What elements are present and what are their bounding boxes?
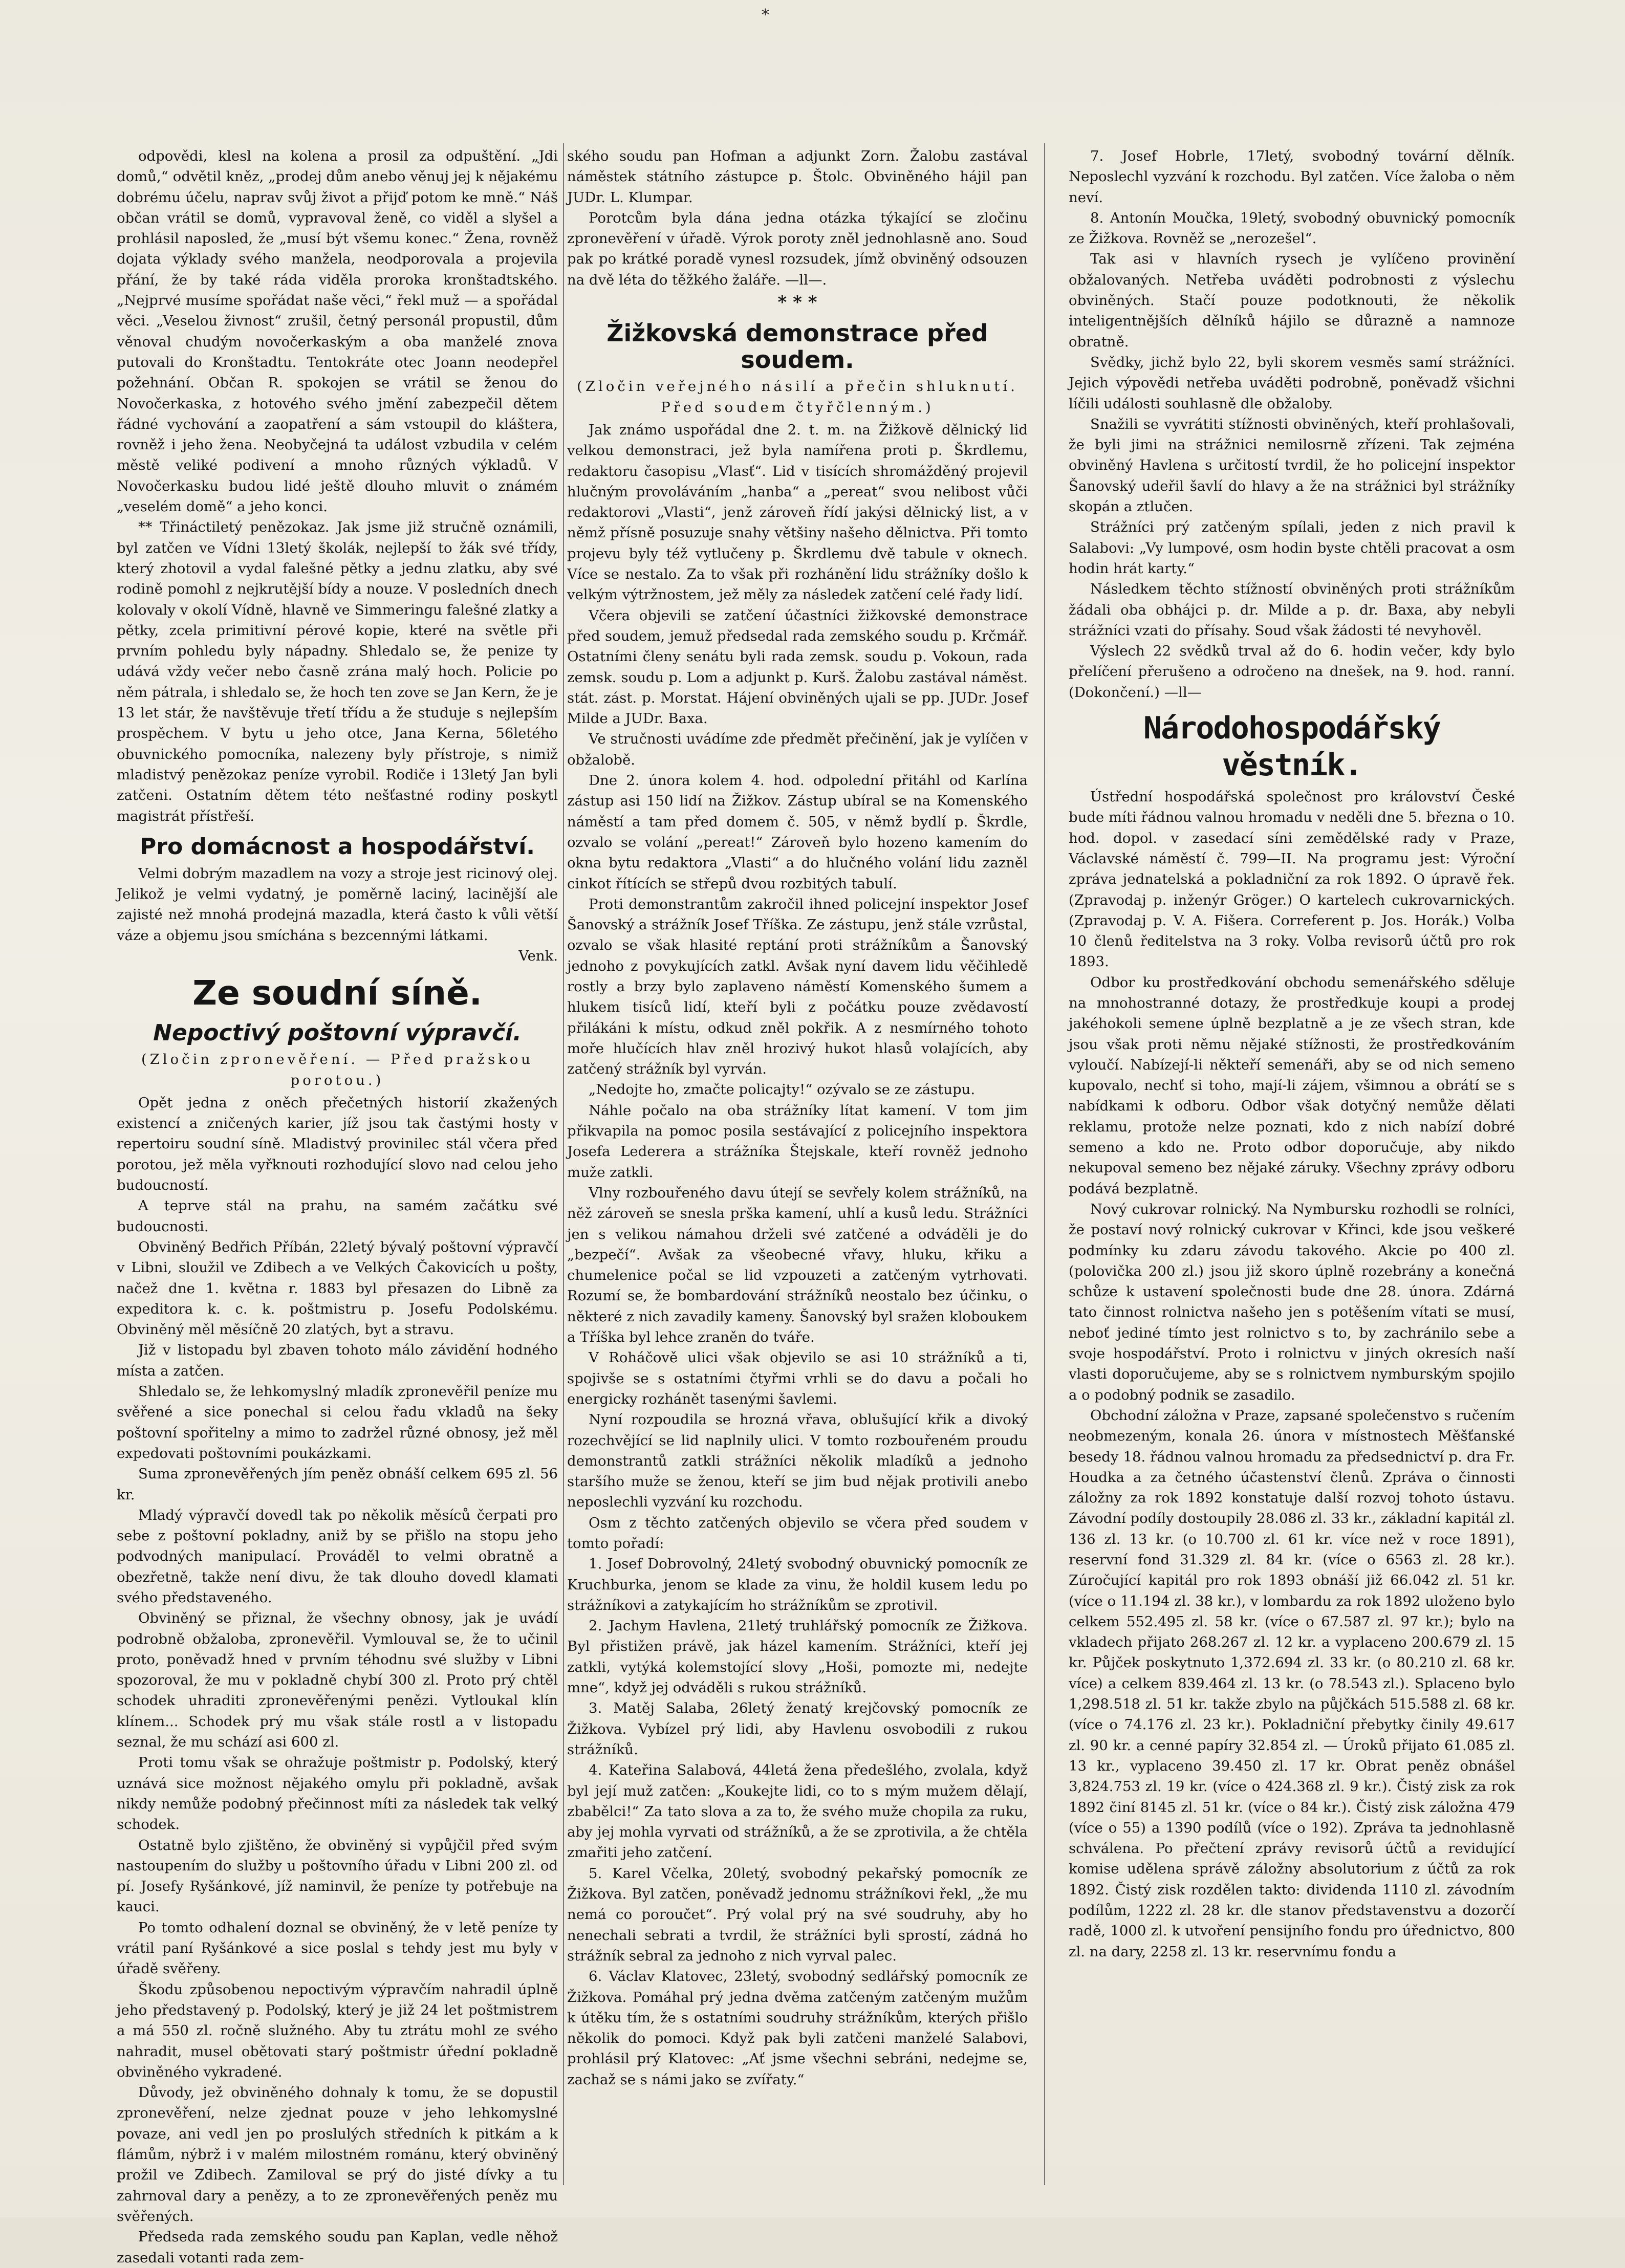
article-title: Žižkovská demonstrace před soudem. (606, 319, 988, 374)
page-mark: * (762, 6, 769, 24)
article-paragraph: Včera objevili se zatčení účastníci žižkovské demonstrace před soudem, jemuž předsedal rada zemského soudu p. Krčmář. Ostatními členy senátu byli rada zemsk. soudu p. Vokoun, rada zemsk. soudu p. Lom a adjunkt p. Kurš. Žalobu zastával náměst. stát. zást. p. Morstat. Hájení obviněných ujali se pp. JUDr. Josef Milde a JUDr. Baxa. (567, 607, 1028, 727)
article-paragraph: „Nedojte ho, zmačte policajty!“ ozývalo se ze zástupu. (589, 1081, 976, 1098)
column-left (117, 146, 558, 2266)
column-right (1069, 146, 1515, 2188)
article-paragraph: 5. Karel Včelka, 20letý, svobodný pekařský pomocník ze Žižkova. Byl zatčen, poněvadž jednomu strážníkovi řekl, „že mu nemá co poroučet“. Prý volal prý na své soudruhy, aby ho nenechali sebrati a tvrdil, že strážníci byli sprostí, zádná ho strážník sebral za jednoho z nich vyrval palec. (567, 1865, 1028, 1964)
article-paragraph: 8. Antonín Moučka, 19letý, svobodný obuvnický pomocník ze Žižkova. Rovněž se „nerozešel“. (1069, 209, 1515, 247)
article-paragraph: Ostatně bylo zjištěno, že obviněný si vypůjčil před svým nastoupením do služby u poštovního úřadu v Libni 200 zl. od pí. Josefy Ryšánkové, jíž naminvil, že peníze ty potřebuje na kauci. (117, 1837, 558, 1915)
article-paragraph: Ústřední hospodářská společnost pro království České bude míti řádnou valnou hromadu v neděli dne 5. března o 10. hod. dopol. v zasedací síni zemědělské rady v Praze, Václavské náměstí č. 799—II. Na programu jest: Výroční zpráva jednatelská a pokladniční za rok 1892. O úpravě řek. (Zpravodaj p. inženýr Gröger.) O kartelech cukrovarnických. (Zpravodaj p. V. A. Fišera. Correferent p. Jos. Horák.) Volba 10 členů ředitelstva na 3 roky. Volba revisorů účtů pro rok 1893. (1069, 789, 1515, 970)
article-paragraph: 1. Josef Dobrovolný, 24letý svobodný obuvnický pomocník ze Kruchburka, jenom se klade za vinu, že holdil kusem ledu po strážníkovi a zatykajícím ho strážníkům se zprotivil. (567, 1556, 1028, 1613)
article-paragraph: 3. Matěj Salaba, 26letý ženatý krejčovský pomocník ze Žižkova. Vybízel prý lidi, aby Havlenu osvobodili z rukou strážníků. (567, 1700, 1028, 1758)
article-paragraph: Porotcům byla dána jedna otázka týkající se zločinu zpronevěření v úřadě. Výrok poroty zněl jednohlasně ano. Soud pak po krátké poradě vynesl rozsudek, jímž obviněný odsouzen na dvě léta do těžkého žaláře. —ll—. (567, 209, 1028, 288)
article-paragraph: Dne 2. února kolem 4. hod. odpolední přitáhl od Karlína zástup asi 150 lidí na Žižkov. Zástup ubíral se na Komenského náměstí a tam před domem č. 505, v němž bydlí p. Škrdle, ozvalo se volání „pereat!“ Zároveň bylo hozeno kamením do okna bytu redaktora „Vlasti“ a do hlučného volání lidu zazněl cinkot řítících se střepů dvou rozbitých tabulí. (567, 772, 1028, 892)
article-paragraph: Náhle počalo na oba strážníky lítat kamení. V tom jim přikvapila na pomoc posila sestávající z policejního inspektora Josefa Lederera a strážníka Štejskale, kteří rovněž jednoho muže zatkli. (567, 1102, 1028, 1181)
article-paragraph: Opět jedna z oněch přečetných historií zkažených existencí a zničených karier, jíž jsou tak častými hosty v repertoiru soudní síně. Mladistvý provinilec stál včera před porotou, jež měla vyřknouti rozhodující slovo nad celou jeho budoucností. (117, 1094, 558, 1194)
article-paragraph: Předseda rada zemského soudu pan Kaplan, vedle něhož zasedali votanti rada zem- (117, 2229, 558, 2266)
article-paragraph: Nový cukrovar rolnický. Na Nymbursku rozhodli se rolníci, že postaví nový rolnický cukrovar v Křinci, kde jsou veškeré podmínky ku zdaru závodu takového. Akcie po 400 zl. (polovička 200 zl.) jsou již skoro úplně rozebrány a konečná schůze k ustavení společnosti bude dne 28. února. Zdárná tato činnost rolnictva našeho jen s potěšením vítati se musí, neboť jediné tímto jest rolnictvo s to, by zachránilo sebe a svoje hospodářství. Proto i rolnictvu v jiných okresích naší vlasti doporučujeme, aby se s rolnictvem nymburským spojilo a o podobný podnik se zasadilo. (1069, 1201, 1515, 1403)
article-paragraph: odpovědi, klesl na kolena a prosil za odpuštění. „Jdi domů,“ odvětil kněz, „prodej dům anebo věnuj jej k nějakému dobrému účelu, naprav svůj život a přijď potom ke mně.“ Náš občan vrátil se domů, vypravoval ženě, co viděl a slyšel a prohlásil naposled, že „musí být všemu konec.“ Žena, rovněž dojata výklady svého manžela, neodporovala a projevila přání, že by také ráda viděla proroka kronštadtského. „Nejprvé musíme spořádat naše věci,“ řekl muž — a spořádal věci. „Veselou živnost“ zrušil, četný personál propustil, dům věnoval chudým novočerkaským a oba manželé znova putovali do Kronštadtu. Tentokráte otec Joann neodepřel požehnání. Občan R. spokojen se vrátil se ženou do Novočerkaska, z hotového svého jmění zabezpečil dětem řádné vychování a zaopatření a sám vstoupil do kláštera, rovněž i jeho žena. Neobyčejná ta událost vzbudila v celém městě veliké podivení a mnoho různých výkladů. V Novočerkasku budou lidé ještě dlouho mluvit o známém „veselém domě“ a jeho konci. (117, 148, 558, 515)
article-paragraph: Ve stručnosti uvádíme zde předmět přečinění, jak je vylíčen v obžalobě. (567, 731, 1028, 768)
article-paragraph: Proti demonstrantům zakročil ihned policejní inspektor Josef Šanovský a strážník Josef Tříška. Ze zástupu, jenž stále vzrůstal, ozvalo se však hlasité reptání proti strážníkům a Šanovský jednoho z povykujících zatkl. Avšak nyní davem lidu věčihledě rostly a brzy bylo zaplaveno náměstí Komenského šumem a hlukem tisíců lidí, kteří byli z počátku pouze zvědavostí přilákáni k místu, odkud zněl pokřik. A z nesmírného tohoto moře hlučících hlav zněl hrozivý hukot hlasů volajících, aby zatčený strážník byl vyrván. (567, 896, 1028, 1078)
article-paragraph: Tak asi v hlavních rysech je vylíčeno provinění obžalovaných. Netřeba uváděti podrobnosti z výslechu obviněných. Stačí pouze podotknouti, že několik inteligentnějších dělníků hájilo se důrazně a namnoze obratně. (1069, 251, 1515, 350)
article-subtitle: (Zločin veřejného násilí a přečin shluknutí. Před soudem čtyřčlenným.) (577, 378, 1018, 416)
article-paragraph: Po tomto odhalení doznal se obviněný, že v letě peníze ty vrátil paní Ryšánkové a sice poslal s tehdy jest mu byly v úřadě svěřeny. (117, 1919, 558, 1977)
column-divider (563, 143, 564, 2185)
article-paragraph: V Roháčově ulici však objevilo se asi 10 strážníků a ti, spojivše se s ostatními čtyřmi vrhli se do davu a počali ho energicky rozhánět tasenými šavlemi. (567, 1349, 1028, 1407)
article-paragraph: Již v listopadu byl zbaven tohoto málo závidění hodného místa a zatčen. (117, 1342, 558, 1379)
article-paragraph: Velmi dobrým mazadlem na vozy a stroje jest ricinový olej. Jelikož je velmi vydatný, je poměrně laciný, lacinější ale zajisté než mnohá prodejná mazadla, která často k vůli větší váze a objemu jsou smíchána s bezcennými látkami. (117, 865, 558, 944)
article-paragraph: Výslech 22 svědků trval až do 6. hodin večer, kdy bylo přelíčení přerušeno a odročeno na dnešek, na 9. hod. ranní. (Dokončení.) —ll— (1069, 643, 1515, 701)
article-paragraph: Odbor ku prostředkování obchodu semenářského sděluje na mnohostranné dotazy, že prostředkuje koupi a prodej jakéhokoli semene úplně bezplatně a je ze všech stran, kde jsou však proti němu nějaké stížnosti, že prostředkováním vyloučí. Nabízejí-li někteří semenáři, aby se od nich semeno kupovalo, nechť si toho, mají-li zájem, všimnou a obrátí se s nabídkami k odboru. Odbor však dotyčný nemůže dělati reklamu, protože nelze poznati, kdo z nich nabízí dobré semeno a kdo ne. Proto odbor doporučuje, aby nikdo nekupoval semeno bez nějaké záruky. Všechny zprávy odboru podává bezplatně. (1069, 974, 1515, 1197)
section-heading: Ze soudní síně. (192, 973, 482, 1013)
column-middle (567, 146, 1028, 2188)
article-title: Nepoctivý poštovní výpravčí. (153, 1020, 522, 1046)
separator-stars: * * * (777, 292, 817, 313)
article-paragraph: ského soudu pan Hofman a adjunkt Zorn. Žalobu zastával náměstek státního zástupce p. Štolc. Obviněného hájil pan JUDr. L. Klumpar. (567, 148, 1028, 206)
article-paragraph: Škodu způsobenou nepoctivým výpravčím nahradil úplně jeho představený p. Podolský, který je již 24 let poštmistrem a má 550 zl. ročně služného. Aby tu ztrátu mohl ze svého nahradit, musel obětovati starý poštmistr úřední pokladně obviněného vykradené. (117, 1981, 558, 2080)
article-paragraph: Obviněný se přiznal, že všechny obnosy, jak je uvádí podrobně obžaloba, zpronevěřil. Vymlouval se, že to učinil proto, poněvadž hned v prvním téhodnu své služby v Libni spozoroval, že mu v pokladně chybí 300 zl. Proto prý chtěl schodek uhraditi zpronevěřenými penězi. Vytloukal klín klínem... Schodek prý mu však stále rostl a v listopadu seznal, že mu schází asi 600 zl. (117, 1610, 558, 1751)
article-paragraph: Snažili se vyvrátiti stížnosti obviněných, kteří prohlašovali, že byli jimi na strážnici nemilosrně zřízeni. Tak zejména obviněný Havlena s určitostí tvrdil, že ho policejní inspektor Šanovský udeřil šavlí do hlavy a že na strážnici byl strážníky skopán a ztlučen. (1069, 416, 1515, 515)
article-paragraph: Nyní rozpoudila se hrozná vřava, oblušující křik a divoký rozechvějící se lid naplnily ulici. V tomto rozbouřeném proudu demonstrantů zatkli strážníci několik mladíků a jednoho staršího muže se ženou, kteří se jim bud nějak protivili anebo neposlechli vyzvání ku rozchodu. (567, 1411, 1028, 1511)
article-paragraph: Osm z těchto zatčených objevilo se včera před soudem v tomto pořadí: (567, 1514, 1028, 1552)
article-paragraph: A teprve stál na prahu, na samém začátku své budoucnosti. (117, 1197, 558, 1235)
article-paragraph: ** Třináctiletý penězokaz. Jak jsme již stručně oznámili, byl zatčen ve Vídni 13letý školák, nejlepší to žák své třídy, který zhotovil a vydal falešné pětky a jednu zlatku, aby své rodině pomohl z nejkrutější bídy a nouze. V posledních dnech kolovaly v okolí Vídně, hlavně ve Simmeringu falešné zlatky a pětky, zcela primitivní pérové kopie, které na světle při prvním pohledu byly nápadny. Shledalo se, že penize ty udává vždy večer nebo časně zrána malý hoch. Policie po něm pátrala, i shledalo se, že hoch ten zove se Jan Kern, že je 13 let stár, že navštěvuje třetí třídu a že studuje s nejlepším prospěchem. V bytu u jeho otce, Jana Kerna, 56letého obuvnického pomocníka, nalezeny byly přístroje, s nimiž mladistvý penězokaz peníze vyrobil. Rodiče i 13letý Jan byli zatčeni. Ostatním dětem této nešťastné rodiny poskytl magistrát přístřeší. (117, 519, 558, 824)
article-paragraph: Vlny rozbouřeného davu útejí se sevřely kolem strážníků, na něž zároveň se snesla prška kamení, uhlí a kusů ledu. Strážníci jen s velikou námahou drželi své zatčené a odváděli je do „bezpečí“. Avšak za všeobecné vřavy, hluku, křiku a chumelenice počal se lid vzpouzeti a zatčeným vytrhovati. Rozumí se, že bombardování strážníků neostalo bez účinku, o některé z nich zavadily kameny. Šanovský byl sražen kloboukem a Tříška byl lehce zraněn do tváře. (567, 1184, 1028, 1346)
signature: Venk. (518, 947, 558, 964)
article-paragraph: 7. Josef Hobrle, 17letý, svobodný tovární dělník. Neposlechl vyzvání k rozchodu. Byl zatčen. Více žaloba o něm neví. (1069, 148, 1515, 206)
article-paragraph: Jak známo uspořádal dne 2. t. m. na Žižkově dělnický lid velkou demonstraci, jež byla namířena proti p. Škrdlemu, redaktoru časopisu „Vlasť“. Lid v tisících shromážděný projevil hlučným provoláváním „hanba“ a „pereat“ svou nelibost vůči redaktorovi „Vlasti“, jenž zároveň řídí jakýsi dělnický list, a v němž přísně posuzuje snahy většiny našeho dělnictva. Při tomto projevu byly též vytlučeny p. Škrdlemu dvě tabule v oknech. Více se nestalo. Za to však při rozhánění lidu strážníky došlo k velkým výtržnostem, jež měly za následek zatčení celé řady lidí. (567, 421, 1028, 603)
section-heading: Národohospodářský věstník. (1143, 710, 1441, 783)
article-paragraph: Suma zpronevěřených jím peněz obnáší celkem 695 zl. 56 kr. (117, 1466, 558, 1503)
article-paragraph: Shledalo se, že lehkomyslný mladík zpronevěřil peníze mu svěřené a sice ponechal si celou řadu vkladů na šeky poštovní spořitelny a mimo to zadržel různé obnosy, jež měl expedovati poštovními poukázkami. (117, 1383, 558, 1462)
article-paragraph: Následkem těchto stížností obviněných proti strážníkům žádali oba obhájci p. dr. Milde a p. dr. Baxa, aby nebyli strážníci vzati do přísahy. Soud však žádosti té nevyhověl. (1069, 581, 1515, 639)
article-paragraph: Obviněný Bedřich Příbán, 22letý bývalý poštovní výpravčí v Libni, sloužil ve Zdibech a ve Velkých Čakovicích u pošty, načež dne 1. května r. 1883 byl přesazen do Libně za expeditora k. c. k. poštmistru p. Josefu Podolskému. Obviněný měl měsíčně 20 zlatých, byt a stravu. (117, 1238, 558, 1338)
article-paragraph: Důvody, jež obviněného dohnaly k tomu, že se dopustil zpronevěření, nelze zjednat pouze v jeho lehkomyslné povaze, ani vedl jen po proslulých středních k pitkám a k flámům, nýbrž i v malém milostném románu, který obviněný prožil ve Zdibech. Zamiloval se prý do jisté dívky a tu zahrnoval dary a penězy, a to ze zpronevěřených peněz mu svěřených. (117, 2084, 558, 2225)
article-paragraph: Obchodní záložna v Praze, zapsané společenstvo s ručením neobmezeným, konala 26. února v místnostech Měšťanské besedy 18. řádnou valnou hromadu za předsednictví p. dra Fr. Houdka a za četného účastenství členů. Zpráva o činnosti záložny za rok 1892 konstatuje další rozvoj tohoto ústavu. Závodní podíly dostoupily 28.086 zl. 33 kr., základní kapitál zl. 136 zl. 13 kr. (o 10.700 zl. 61 kr. více než v roce 1891), reservní fond 31.329 zl. 84 kr. (více o 6563 zl. 28 kr.). Zúročující kapitál pro rok 1893 obnáší již 66.042 zl. 51 kr. (více o 11.194 zl. 38 kr.), v lombardu za rok 1892 uloženo bylo celkem 552.495 zl. 58 kr. (více o 67.587 zl. 97 kr.); bylo na vkladech přijato 268.267 zl. 12 kr. a vyplaceno 200.679 zl. 15 kr. Půjček poskytnuto 1,372.694 zl. 33 kr. (o 80.210 zl. 68 kr. více) a celkem 839.464 zl. 13 kr. (o 78.543 zl.). Splaceno bylo 1,298.518 zl. 51 kr. takže zbylo na půjčkách 515.588 zl. 68 kr. (více o 74.176 zl. 23 kr.). Pokladniční přebytky činily 49.617 zl. 90 kr. a cenné papíry 32.854 zl. — Úroků přijato 61.085 zl. 13 kr., vyplaceno 39.450 zl. 17 kr. Obrat peněz obnášel 3,824.753 zl. 19 kr. (více o 424.368 zl. 9 kr.). Čistý zisk za rok 1892 činí 8145 zl. 51 kr. (více o 84 kr.). Čistý zisk záložna 479 (více o 55) a 1390 podílů (více o 192). Zpráva ta jednohlasně schválena. Po přečtení zprávy revisorů účtů a revidující komise udělena správě záložny absolutorium z účtů za rok 1892. Čistý zisk rozdělen takto: dividenda 1110 zl. závodním podílům, 1222 zl. 28 kr. dle stanov představenstvu a dozorčí radě, 1000 zl. k utvoření pensijního fondu pro úřednictvo, 800 zl. na dary, 2258 zl. 13 kr. reservnímu fondu a (1069, 1407, 1515, 1960)
article-paragraph: 4. Kateřina Salabová, 44letá žena předešlého, zvolala, když byl její muž zatčen: „Koukejte lidi, co to s mým mužem dělají, zbabělci!“ Za tato slova a za to, že svého muže chopila za ruku, aby jej mohla vyrvati od strážníků, a že se zprotivila, a že chtěla zmařiti jeho zatčení. (567, 1762, 1028, 1861)
article-paragraph: 2. Jachym Havlena, 21letý truhlářský pomocník ze Žižkova. Byl přistižen právě, jak házel kamením. Strážníci, kteří jej zatkli, vytýká kolemstojící slovy „Hoši, pomozte mi, nedejte mne“, když jej odváděli s rukou strážníků. (567, 1618, 1028, 1696)
section-heading: Pro domácnost a hospodářství. (140, 833, 535, 860)
article-paragraph: 6. Václav Klatovec, 23letý, svobodný sedlářský pomocník ze Žižkova. Pomáhal prý jedna dvěma zatčeným zatčeným mužům k útěku tím, že s ostatními soudruhy strážníkům, kterých přišlo několik do pomoci. Když pak byli zatčeni manželé Salabovi, prohlásil prý Klatovec: „Ať jsme všechni sebráni, nedejme se, zachaž se s námi jako se zvířaty.“ (567, 1968, 1028, 2088)
article-paragraph: Proti tomu však se ohražuje poštmistr p. Podolský, který uznává sice možnost nějakého omylu při pokladně, avšak nikdy nemůže podobný přečinnost míti za následek tak velký schodek. (117, 1754, 558, 1833)
article-subtitle: (Zločin zpronevěření. — Před pražskou porotou.) (141, 1051, 534, 1088)
article-paragraph: Strážníci prý zatčeným spílali, jeden z nich pravil k Salabovi: „Vy lumpové, osm hodin byste chtěli pracovat a osm hodin hrát karty.“ (1069, 519, 1515, 577)
column-divider (1044, 143, 1045, 2185)
article-paragraph: Svědky, jichž bylo 22, byli skorem vesměs samí strážníci. Jejich výpovědi netřeba uváděti podrobně, poněvadž všichni líčili události souhlasně dle obžaloby. (1069, 354, 1515, 412)
article-paragraph: Mladý výpravčí dovedl tak po několik měsíců čerpati pro sebe z poštovní pokladny, aniž by se přišlo na stopu jeho podvodných manipulací. Prováděl to velmi obratně a obezřetně, takže není divu, že tak dlouho dovedl klamati svého představeného. (117, 1507, 558, 1606)
